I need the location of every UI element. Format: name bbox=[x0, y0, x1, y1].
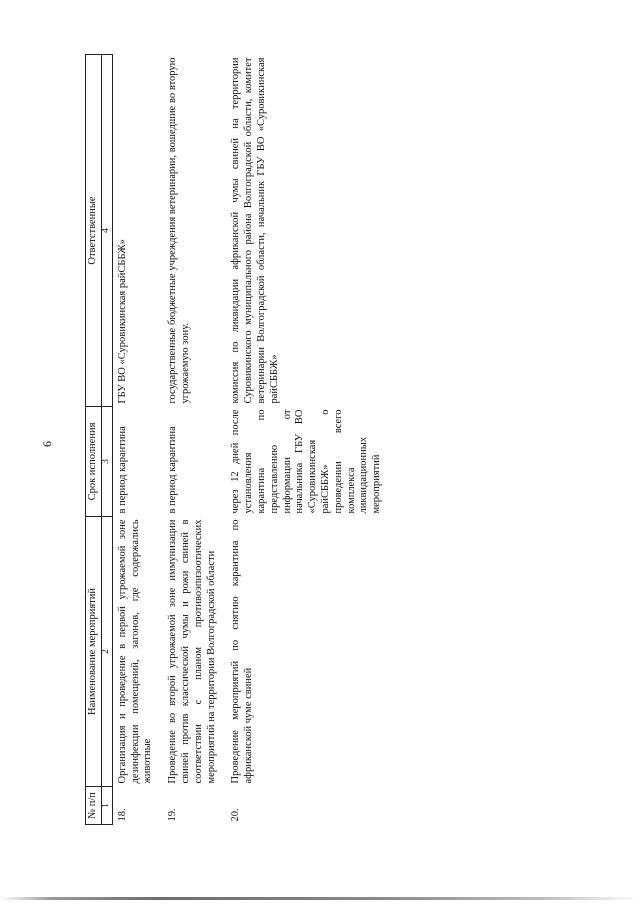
row-number: 19. bbox=[167, 808, 179, 822]
table-row bbox=[163, 55, 226, 825]
table-row bbox=[226, 55, 392, 825]
row-term: через 12 дней после установления карантина по представлению информации от начальника ГБУ ВО «Суровикинская райСББЖ» о проведении всего комплекса ликвидационных мероприятий bbox=[230, 409, 383, 514]
header-term: Срок исполнения bbox=[86, 407, 102, 517]
row-number: 20. bbox=[230, 808, 242, 822]
column-number: 4 bbox=[101, 55, 112, 407]
row-term: в период карантина bbox=[116, 426, 128, 514]
row-term: в период карантина bbox=[167, 426, 179, 514]
header-name: Наименование мероприятий bbox=[86, 517, 102, 787]
column-number: 1 bbox=[101, 787, 112, 825]
page-number: 6 bbox=[40, 441, 54, 447]
row-measure: Организация и проведение в первой угрожаемой зоне дезинфекции помещений, загонов, где содержались животные bbox=[116, 519, 154, 784]
row-responsible: комиссия по ликвидации африканской чумы свиней на территории Суровикинского муниципального района Волгоградской области, комитет ветеринарии Волгоградской области, начальник ГБУ ВО «Суровикинская райСББЖ» bbox=[230, 57, 280, 404]
row-measure: Проведение мероприятий по снятию карантина по африканской чуме свиней bbox=[230, 519, 255, 784]
rotated-page-content bbox=[85, 55, 392, 825]
scan-edge-line bbox=[0, 897, 640, 900]
table-header-row bbox=[86, 55, 102, 825]
column-number-row bbox=[101, 55, 112, 825]
header-num: № п/п bbox=[86, 787, 102, 825]
table-row bbox=[112, 55, 163, 825]
row-number: 18. bbox=[116, 808, 128, 822]
row-responsible: ГБУ ВО «Суровикинская райСББЖ» bbox=[116, 239, 128, 404]
header-responsible: Ответственные bbox=[86, 55, 102, 407]
row-measure: Проведение во второй угрожаемой зоне иммунизации свиней против классической чумы и рожи свиней в соответствии с планом противоэпизоотических мероприятий на территории Волгоградской области bbox=[167, 519, 217, 784]
row-responsible: государственные бюджетные учреждения ветеринарии, вошедшие во вторую угрожаемую зону. bbox=[167, 57, 191, 404]
column-number: 2 bbox=[101, 517, 112, 787]
column-number: 3 bbox=[101, 407, 112, 517]
measures-table bbox=[85, 54, 392, 825]
